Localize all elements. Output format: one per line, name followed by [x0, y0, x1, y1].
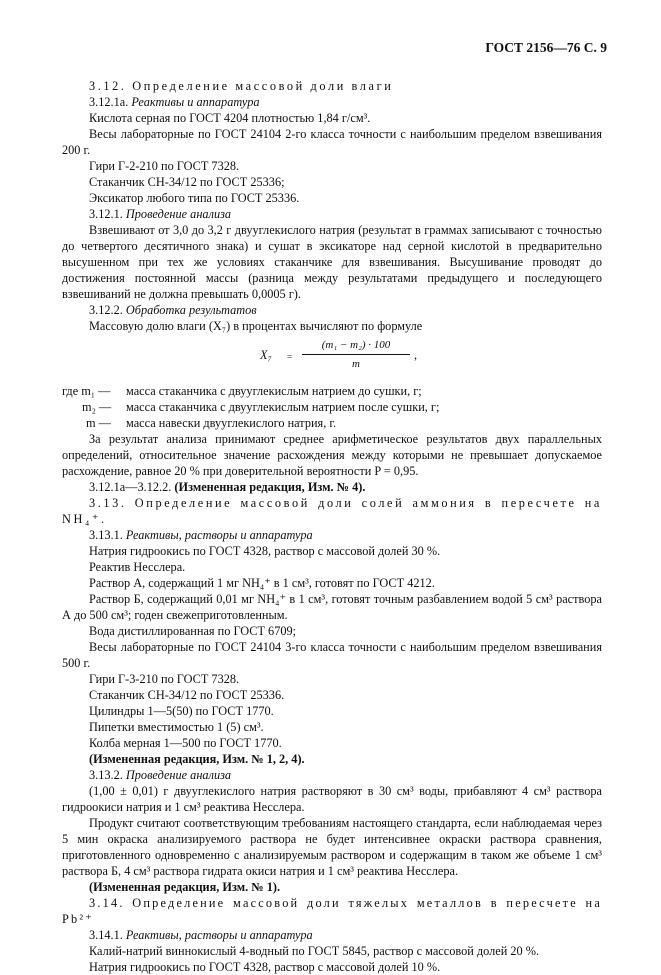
subsection-heading: 3.12.1. Проведение анализа: [89, 207, 232, 221]
amendment-note: (Измененная редакция, Изм. № 1).: [89, 880, 281, 894]
paragraph: Калий-натрий виннокислый 4-водный по ГОСТ 5845, раствор с массовой долей 20 %.: [89, 944, 540, 958]
definition-row: [62, 399, 602, 415]
paragraph: Стаканчик СН-34/12 по ГОСТ 25336.: [89, 688, 285, 702]
paragraph: (1,00 ± 0,01) г двууглекислого натрия растворяют в 30 см³ воды, прибавляют 4 см³ раствора гидроокиси натрия и 1 см³ реактива Несслера.: [62, 784, 602, 814]
section-heading: 3.12. Определение массовой доли влаги: [89, 79, 394, 93]
paragraph: Раствор А, содержащий 1 мг NH₄⁺ в 1 см³, готовят по ГОСТ 4212.: [89, 576, 435, 590]
definition-text: масса стаканчика с двууглекислым натрием после сушки, г;: [126, 400, 440, 414]
formula-fraction: [302, 337, 410, 372]
formula-equals: =: [287, 352, 293, 362]
subsection-heading: 3.14.1. Реактивы, растворы и аппаратура: [89, 928, 313, 942]
paragraph: Взвешивают от 3,0 до 3,2 г двууглекислого натрия (результат в граммах записывают с точностью до четвертого десятичного знака) и сушат в эксикаторе над серной кислотой в предварительно высушенном при тех же условиях стаканчике для взвешивания. Высушивание проводят до достижения постоянной массы (разница между результатами предыдущего и последующего взвешиваний не должна превышать 0,0005 г).: [62, 223, 602, 301]
paragraph: Гири Г-3-210 по ГОСТ 7328.: [89, 672, 240, 686]
amendment-note: (Измененная редакция, Изм. № 1, 2, 4).: [89, 752, 305, 766]
paragraph: Реактив Несслера.: [89, 560, 186, 574]
formula-denominator: m: [352, 358, 360, 370]
paragraph: За результат анализа принимают среднее арифметическое результатов двух параллельных определений, относительное значение расхождения между которыми не превышает допускаемое расхождение, равное 20 % при доверительной вероятности P = 0,95.: [62, 432, 602, 478]
paragraph: Стаканчик СН-34/12 по ГОСТ 25336;: [89, 175, 285, 189]
formula-comma: ,: [414, 348, 418, 362]
paragraph: Натрия гидроокись по ГОСТ 4328, раствор с массовой долей 10 %.: [89, 960, 441, 974]
paragraph: Вода дистиллированная по ГОСТ 6709;: [89, 624, 297, 638]
formula-numerator: (m₁ − m₂) · 100: [302, 337, 410, 355]
paragraph: Весы лабораторные по ГОСТ 24104 3-го класса точности с наибольшим пределом взвешивания 500 г.: [62, 640, 602, 670]
section-heading: 3.14. Определение массовой доли тяжелых металлов в пересчете на Pb²⁺: [62, 896, 602, 926]
subsection-heading: 3.12.2. Обработка результатов: [89, 303, 257, 317]
paragraph: Эксикатор любого типа по ГОСТ 25336.: [89, 191, 300, 205]
subsection-heading: 3.13.1. Реактивы, растворы и аппаратура: [89, 528, 313, 542]
paragraph: Весы лабораторные по ГОСТ 24104 2-го класса точности с наибольшим пределом взвешивания 200 г.: [62, 127, 602, 157]
paragraph: Колба мерная 1—500 по ГОСТ 1770.: [89, 736, 282, 750]
definition-term: m₂ —: [82, 400, 112, 414]
amendment-note: 3.12.1а—3.12.2. (Измененная редакция, Изм. № 4).: [89, 480, 366, 494]
paragraph: Кислота серная по ГОСТ 4204 плотностью 1,84 г/см³.: [89, 111, 371, 125]
page-header: ГОСТ 2156—76 С. 9: [485, 40, 607, 55]
definition-row: [62, 383, 602, 399]
definition-term: где m₁ —: [62, 384, 111, 398]
paragraph: Продукт считают соответствующим требованиям настоящего стандарта, если наблюдаемая через 5 мин окраска анализируемого раствора не будет интенсивнее окраски раствора сравнения, приготовленного одновременно с анализируемым раствором и содержащим в таком же объеме 1 см³ раствора Б, 4 см³ раствора гидрата окиси натрия и 1 см³ реактива Несслера.: [62, 816, 602, 878]
definition-text: масса стаканчика с двууглекислым натрием до сушки, г;: [126, 384, 422, 398]
paragraph: Пипетки вместимостью 1 (5) см³.: [89, 720, 264, 734]
section-heading: 3.13. Определение массовой доли солей аммония в пересчете на NH₄⁺.: [62, 496, 602, 526]
paragraph: Раствор Б, содержащий 0,01 мг NH₄⁺ в 1 см³, готовят точным разбавлением водой 5 см³ раствора А до 500 см³; годен свежеприготовленным.: [62, 592, 602, 622]
subsection-heading: 3.13.2. Проведение анализа: [89, 768, 232, 782]
moisture-formula: [62, 337, 602, 379]
paragraph: Гири Г-2-210 по ГОСТ 7328.: [89, 159, 240, 173]
document-body: [62, 78, 602, 975]
paragraph: Натрия гидроокись по ГОСТ 4328, раствор с массовой долей 30 %.: [89, 544, 441, 558]
definition-term: m —: [86, 416, 111, 430]
subsection-heading: 3.12.1а. Реактивы и аппаратура: [89, 95, 260, 109]
formula-lhs: X₇: [260, 348, 272, 362]
definition-row: [62, 415, 602, 431]
definition-text: масса навески двууглекислого натрия, г.: [126, 416, 337, 430]
paragraph: Цилиндры 1—5(50) по ГОСТ 1770.: [89, 704, 274, 718]
paragraph: Массовую долю влаги (X₇) в процентах вычисляют по формуле: [89, 319, 423, 333]
